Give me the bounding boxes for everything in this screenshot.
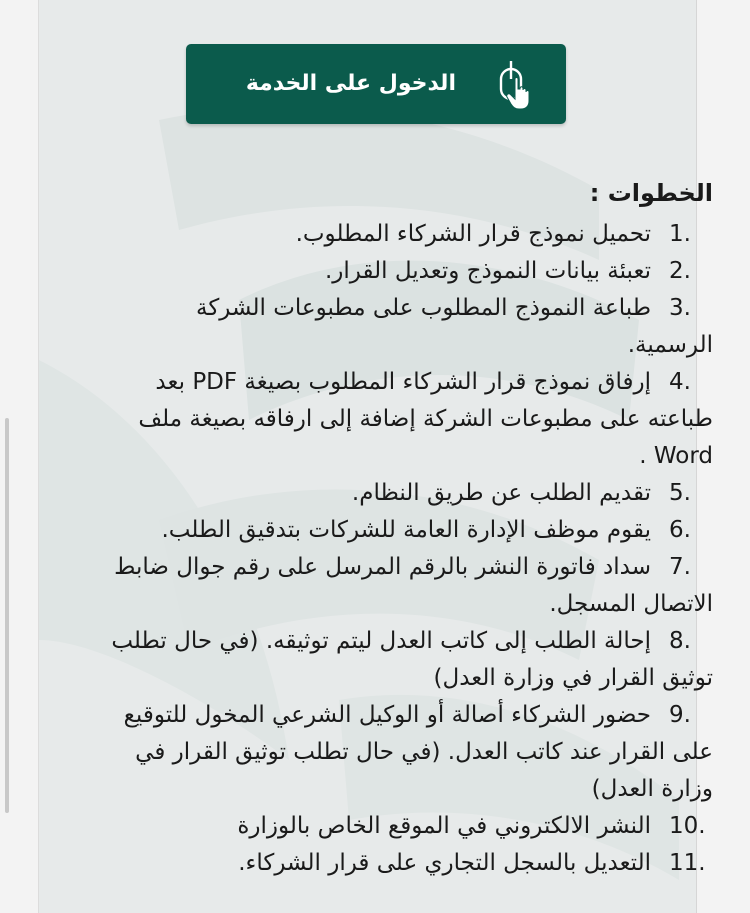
service-entry-label: الدخول على الخدمة — [245, 71, 456, 96]
step-number: 1. — [669, 221, 691, 247]
step-item — [105, 845, 713, 882]
step-item — [105, 216, 713, 253]
step-number: 5. — [669, 480, 691, 506]
scrollbar-thumb[interactable] — [5, 418, 9, 813]
step-number: 6. — [669, 517, 691, 543]
step-item — [105, 623, 713, 697]
step-item — [105, 697, 713, 808]
step-text: طباعة النموذج المطلوب على مطبوعات الشركة الرسمية. — [196, 295, 713, 358]
step-number: 10. — [669, 813, 706, 839]
steps-list — [105, 216, 713, 882]
step-number: 2. — [669, 258, 691, 284]
step-item — [105, 549, 713, 623]
step-text: سداد فاتورة النشر بالرقم المرسل على رقم جوال ضابط الاتصال المسجل. — [114, 554, 713, 617]
step-text: تحميل نموذج قرار الشركاء المطلوب. — [295, 221, 651, 247]
step-number: 7. — [669, 554, 691, 580]
step-item — [105, 253, 713, 290]
scrollbar-track[interactable] — [0, 0, 18, 913]
content-panel — [38, 0, 713, 913]
step-item — [105, 290, 713, 364]
step-text: النشر الالكتروني في الموقع الخاص بالوزارة — [237, 813, 651, 839]
step-item — [105, 808, 713, 845]
step-text: إحالة الطلب إلى كاتب العدل ليتم توثيقه. (في حال تطلب توثيق القرار في وزارة العدل) — [111, 628, 713, 691]
steps-title: الخطوات : — [589, 179, 713, 207]
mouse-click-icon — [493, 59, 533, 111]
step-number: 11. — [669, 850, 706, 876]
steps-section — [105, 172, 713, 882]
step-item — [105, 364, 713, 475]
step-text: حضور الشركاء أصالة أو الوكيل الشرعي المخول للتوقيع على القرار عند كاتب العدل. (في حال تطلب توثيق القرار في وزارة العدل) — [123, 702, 713, 802]
step-item — [105, 475, 713, 512]
step-number: 4. — [669, 369, 691, 395]
step-item — [105, 512, 713, 549]
service-entry-button[interactable] — [186, 44, 566, 124]
step-text: التعديل بالسجل التجاري على قرار الشركاء. — [238, 850, 651, 876]
step-text: يقوم موظف الإدارة العامة للشركات بتدقيق الطلب. — [161, 517, 651, 543]
step-text: تقديم الطلب عن طريق النظام. — [351, 480, 651, 506]
step-text: تعبئة بيانات النموذج وتعديل القرار. — [325, 258, 651, 284]
step-text: إرفاق نموذج قرار الشركاء المطلوب بصيغة PDF بعد طباعته على مطبوعات الشركة إضافة إلى ارفاقه بصيغة ملف Word . — [138, 369, 713, 469]
step-number: 3. — [669, 295, 691, 321]
step-number: 8. — [669, 628, 691, 654]
step-number: 9. — [669, 702, 691, 728]
